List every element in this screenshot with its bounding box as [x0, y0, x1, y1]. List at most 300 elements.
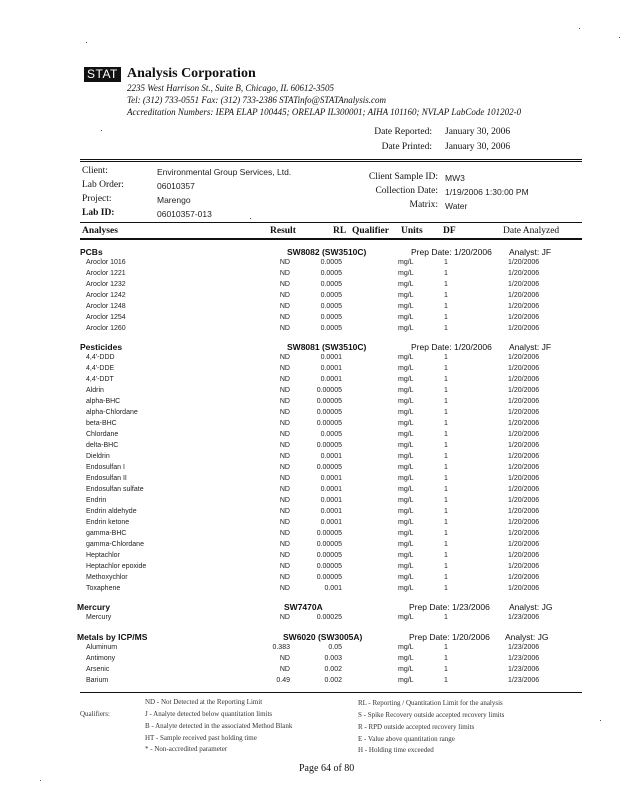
date-analyzed: 1/20/2006 [508, 325, 540, 332]
table-row [0, 453, 642, 464]
table-row [0, 677, 642, 688]
scan-speck [619, 37, 620, 38]
result: ND [279, 431, 290, 438]
section-method: SW8081 (SW3510C) [287, 342, 367, 352]
columns-bottom-rule [80, 238, 582, 240]
df: 1 [444, 519, 448, 526]
df: 1 [444, 398, 448, 405]
rl: 0.00005 [316, 541, 342, 548]
col-qualifier: Qualifier [352, 226, 389, 236]
units: mg/L [398, 614, 414, 621]
client-sample-id-value: MW3 [445, 173, 465, 183]
table-row [0, 464, 642, 475]
units: mg/L [398, 292, 414, 299]
qualifier-left: ND - Not Detected at the Reporting Limit [145, 698, 263, 706]
table-row [0, 644, 642, 655]
result: ND [279, 325, 290, 332]
analyte-name: Aroclor 1248 [86, 303, 126, 310]
date-printed-value: January 30, 2006 [445, 142, 511, 152]
date-analyzed: 1/20/2006 [508, 486, 540, 493]
units: mg/L [398, 259, 414, 266]
collection-date-label: Collection Date: [375, 186, 438, 196]
rl: 0.00005 [316, 563, 342, 570]
analyte-name: Barium [86, 677, 109, 684]
date-analyzed: 1/23/2006 [508, 614, 540, 621]
qualifier-left: B - Analyte detected in the associated Method Blank [145, 722, 293, 730]
units: mg/L [398, 270, 414, 277]
date-analyzed: 1/20/2006 [508, 508, 540, 515]
units: mg/L [398, 398, 414, 405]
date-analyzed: 1/23/2006 [508, 677, 540, 684]
date-analyzed: 1/20/2006 [508, 541, 540, 548]
df: 1 [444, 614, 448, 621]
units: mg/L [398, 431, 414, 438]
client-value: Environmental Group Services, Ltd. [157, 167, 292, 177]
section-title: Pesticides [80, 342, 123, 352]
result: ND [279, 409, 290, 416]
date-analyzed: 1/20/2006 [508, 398, 540, 405]
df: 1 [444, 655, 448, 662]
section-analyst: Analyst: JG [505, 632, 549, 642]
analyte-name: Antimony [86, 655, 116, 662]
col-units: Units [401, 226, 423, 236]
col-df: DF [443, 226, 456, 236]
units: mg/L [398, 354, 414, 361]
analyte-name: 4,4'-DDT [86, 376, 114, 383]
df: 1 [444, 574, 448, 581]
analyte-name: Methoxychlor [86, 574, 128, 581]
df: 1 [444, 431, 448, 438]
result: ND [279, 376, 290, 383]
date-analyzed: 1/23/2006 [508, 655, 540, 662]
rl: 0.0005 [320, 314, 342, 321]
result: ND [279, 541, 290, 548]
stat-logo: STAT [84, 67, 121, 82]
rl: 0.0005 [320, 303, 342, 310]
table-row [0, 563, 642, 574]
date-analyzed: 1/20/2006 [508, 314, 540, 321]
col-result: Result [270, 226, 296, 236]
df: 1 [444, 387, 448, 394]
client-sample-id-label: Client Sample ID: [368, 172, 438, 182]
units: mg/L [398, 314, 414, 321]
df: 1 [444, 508, 448, 515]
company-address: 2235 West Harrison St., Suite B, Chicago, IL 60612-3505 [127, 83, 335, 93]
date-analyzed: 1/20/2006 [508, 519, 540, 526]
result: 0.383 [272, 644, 290, 651]
rl: 0.0001 [320, 486, 342, 493]
table-row [0, 574, 642, 585]
table-row [0, 398, 642, 409]
table-row [0, 270, 642, 281]
result: ND [279, 387, 290, 394]
df: 1 [444, 270, 448, 277]
rl: 0.0001 [320, 376, 342, 383]
date-analyzed: 1/20/2006 [508, 376, 540, 383]
section-prep-date: Prep Date: 1/20/2006 [409, 632, 490, 642]
units: mg/L [398, 552, 414, 559]
scan-speck [579, 28, 580, 29]
df: 1 [444, 677, 448, 684]
result: ND [279, 614, 290, 621]
company-name: Analysis Corporation [127, 66, 256, 81]
rl: 0.0001 [320, 519, 342, 526]
units: mg/L [398, 519, 414, 526]
table-row [0, 303, 642, 314]
result: ND [279, 666, 290, 673]
result: ND [279, 497, 290, 504]
analyte-name: Aroclor 1242 [86, 292, 126, 299]
df: 1 [444, 303, 448, 310]
rl: 0.002 [324, 677, 342, 684]
rl: 0.00005 [316, 387, 342, 394]
analyte-name: Endosulfan I [86, 464, 125, 471]
units: mg/L [398, 453, 414, 460]
date-analyzed: 1/20/2006 [508, 464, 540, 471]
table-row [0, 666, 642, 677]
table-row [0, 387, 642, 398]
accreditation-numbers: Accreditation Numbers: IEPA ELAP 100445; ORELAP IL300001; AIHA 101160; NVLAP LabCode 101202-0 [127, 107, 522, 117]
analyte-name: Endrin aldehyde [86, 508, 137, 515]
analyte-name: gamma-Chlordane [86, 541, 144, 548]
rl: 0.0005 [320, 281, 342, 288]
units: mg/L [398, 365, 414, 372]
date-reported-label: Date Reported: [374, 127, 432, 137]
rl: 0.00005 [316, 464, 342, 471]
table-row [0, 552, 642, 563]
analyte-name: Aroclor 1232 [86, 281, 126, 288]
result: ND [279, 585, 290, 592]
date-analyzed: 1/20/2006 [508, 420, 540, 427]
table-row [0, 541, 642, 552]
col-analyses: Analyses [82, 226, 118, 236]
df: 1 [444, 464, 448, 471]
table-row [0, 376, 642, 387]
section-prep-date: Prep Date: 1/20/2006 [411, 247, 492, 257]
header-divider [80, 159, 582, 160]
lab-id-value: 06010357-013 [157, 209, 212, 219]
df: 1 [444, 541, 448, 548]
analyte-name: Chlordane [86, 431, 119, 438]
rl: 0.0001 [320, 508, 342, 515]
rl: 0.00005 [316, 442, 342, 449]
scan-speck [40, 780, 41, 781]
scan-speck [86, 42, 87, 43]
table-row [0, 259, 642, 270]
result: ND [279, 292, 290, 299]
rl: 0.00005 [316, 420, 342, 427]
columns-top-rule [80, 222, 582, 223]
result: ND [279, 314, 290, 321]
df: 1 [444, 530, 448, 537]
table-row [0, 292, 642, 303]
qualifier-left: * - Non-accredited parameter [145, 745, 228, 753]
result: ND [279, 519, 290, 526]
rl: 0.001 [324, 585, 342, 592]
table-row [0, 655, 642, 666]
units: mg/L [398, 281, 414, 288]
result: ND [279, 508, 290, 515]
date-analyzed: 1/20/2006 [508, 475, 540, 482]
rl: 0.0005 [320, 431, 342, 438]
df: 1 [444, 314, 448, 321]
page-number: Page 64 of 80 [299, 763, 355, 774]
date-analyzed: 1/20/2006 [508, 387, 540, 394]
rl: 0.00005 [316, 530, 342, 537]
df: 1 [444, 259, 448, 266]
scan-speck [250, 218, 251, 219]
units: mg/L [398, 303, 414, 310]
rl: 0.0001 [320, 354, 342, 361]
analyte-name: Aluminum [86, 644, 118, 651]
result: ND [279, 270, 290, 277]
analyte-name: gamma-BHC [86, 530, 127, 537]
df: 1 [444, 442, 448, 449]
result: ND [279, 475, 290, 482]
result: ND [279, 303, 290, 310]
section-prep-date: Prep Date: 1/20/2006 [411, 342, 492, 352]
df: 1 [444, 563, 448, 570]
table-row [0, 325, 642, 336]
section-title: Metals by ICP/MS [77, 632, 148, 642]
collection-date-value: 1/19/2006 1:30:00 PM [445, 187, 529, 197]
rl: 0.0001 [320, 475, 342, 482]
section-method: SW6020 (SW3005A) [283, 632, 363, 642]
analyte-name: Heptachlor [86, 552, 120, 559]
col-date-analyzed: Date Analyzed [503, 226, 560, 236]
qualifiers-label: Qualifiers: [80, 710, 110, 718]
analyte-name: Aroclor 1254 [86, 314, 126, 321]
units: mg/L [398, 574, 414, 581]
lab-order-label: Lab Order: [82, 180, 124, 190]
date-analyzed: 1/23/2006 [508, 644, 540, 651]
units: mg/L [398, 387, 414, 394]
df: 1 [444, 497, 448, 504]
table-row [0, 508, 642, 519]
result: ND [279, 365, 290, 372]
table-row [0, 475, 642, 486]
result: ND [279, 398, 290, 405]
table-row [0, 365, 642, 376]
df: 1 [444, 420, 448, 427]
qualifier-right: R - RPD outside accepted recovery limits [358, 723, 475, 731]
company-contact: Tel: (312) 733-0551 Fax: (312) 733-2386 STATinfo@STATAnalysis.com [127, 95, 387, 105]
qualifier-right: E - Value above quantitation range [358, 735, 455, 743]
analyte-name: alpha-BHC [86, 398, 121, 405]
section-analyst: Analyst: JG [509, 602, 553, 612]
rl: 0.002 [324, 666, 342, 673]
units: mg/L [398, 420, 414, 427]
analyte-name: Dieldrin [86, 453, 110, 460]
analyte-name: delta-BHC [86, 442, 119, 449]
result: ND [279, 281, 290, 288]
qualifier-left: HT - Sample received past holding time [145, 734, 257, 742]
analyte-name: Aroclor 1016 [86, 259, 126, 266]
df: 1 [444, 453, 448, 460]
section-analyst: Analyst: JF [509, 342, 552, 352]
units: mg/L [398, 464, 414, 471]
date-analyzed: 1/20/2006 [508, 431, 540, 438]
units: mg/L [398, 325, 414, 332]
table-row [0, 519, 642, 530]
qualifier-right: S - Spike Recovery outside accepted recovery limits [358, 711, 505, 719]
rl: 0.003 [324, 655, 342, 662]
df: 1 [444, 666, 448, 673]
df: 1 [444, 585, 448, 592]
scan-speck [600, 720, 601, 721]
table-row [0, 614, 642, 625]
analyte-name: beta-BHC [86, 420, 117, 427]
project-value: Marengo [157, 195, 191, 205]
date-analyzed: 1/23/2006 [508, 666, 540, 673]
rl: 0.0001 [320, 365, 342, 372]
df: 1 [444, 376, 448, 383]
table-bottom-rule [80, 692, 582, 693]
section-prep-date: Prep Date: 1/23/2006 [409, 602, 490, 612]
units: mg/L [398, 475, 414, 482]
table-row [0, 431, 642, 442]
units: mg/L [398, 677, 414, 684]
result: ND [279, 552, 290, 559]
units: mg/L [398, 666, 414, 673]
rl: 0.0001 [320, 453, 342, 460]
units: mg/L [398, 563, 414, 570]
units: mg/L [398, 442, 414, 449]
date-analyzed: 1/20/2006 [508, 552, 540, 559]
section-title: Mercury [77, 602, 111, 612]
units: mg/L [398, 644, 414, 651]
date-printed-label: Date Printed: [381, 142, 432, 152]
section-title: PCBs [80, 247, 103, 257]
result: ND [279, 420, 290, 427]
date-reported-value: January 30, 2006 [445, 127, 511, 137]
units: mg/L [398, 585, 414, 592]
units: mg/L [398, 530, 414, 537]
units: mg/L [398, 541, 414, 548]
analyte-name: Endosulfan II [86, 475, 127, 482]
units: mg/L [398, 508, 414, 515]
date-analyzed: 1/20/2006 [508, 563, 540, 570]
rl: 0.00025 [316, 614, 342, 621]
analyte-name: Aroclor 1260 [86, 325, 126, 332]
date-analyzed: 1/20/2006 [508, 585, 540, 592]
date-analyzed: 1/20/2006 [508, 409, 540, 416]
result: ND [279, 442, 290, 449]
df: 1 [444, 292, 448, 299]
rl: 0.00005 [316, 552, 342, 559]
analyte-name: Heptachlor epoxide [86, 563, 147, 570]
table-row [0, 442, 642, 453]
result: ND [279, 655, 290, 662]
scan-speck [101, 130, 102, 131]
df: 1 [444, 354, 448, 361]
table-row [0, 314, 642, 325]
section-method: SW7470A [284, 602, 323, 612]
result: ND [279, 530, 290, 537]
table-row [0, 281, 642, 292]
df: 1 [444, 409, 448, 416]
analyte-name: Arsenic [86, 666, 110, 673]
df: 1 [444, 325, 448, 332]
analyte-name: Endosulfan sulfate [86, 486, 144, 493]
date-analyzed: 1/20/2006 [508, 303, 540, 310]
section-analyst: Analyst: JF [509, 247, 552, 257]
table-row [0, 486, 642, 497]
df: 1 [444, 644, 448, 651]
units: mg/L [398, 376, 414, 383]
table-row [0, 354, 642, 365]
result: ND [279, 486, 290, 493]
date-analyzed: 1/20/2006 [508, 453, 540, 460]
analyte-name: Toxaphene [86, 585, 121, 592]
date-analyzed: 1/20/2006 [508, 270, 540, 277]
rl: 0.0005 [320, 270, 342, 277]
rl: 0.00005 [316, 398, 342, 405]
rl: 0.00005 [316, 574, 342, 581]
rl: 0.05 [328, 644, 342, 651]
qualifier-right: RL - Reporting / Quantitation Limit for the analysis [358, 699, 503, 707]
units: mg/L [398, 497, 414, 504]
units: mg/L [398, 655, 414, 662]
rl: 0.00005 [316, 409, 342, 416]
analyte-name: 4,4'-DDD [86, 354, 115, 361]
table-row [0, 420, 642, 431]
section-method: SW8082 (SW3510C) [287, 247, 367, 257]
date-analyzed: 1/20/2006 [508, 365, 540, 372]
rl: 0.0001 [320, 497, 342, 504]
rl: 0.0005 [320, 325, 342, 332]
result: 0.49 [276, 677, 290, 684]
date-analyzed: 1/20/2006 [508, 442, 540, 449]
df: 1 [444, 365, 448, 372]
result: ND [279, 453, 290, 460]
df: 1 [444, 475, 448, 482]
date-analyzed: 1/20/2006 [508, 530, 540, 537]
df: 1 [444, 486, 448, 493]
analyte-name: 4,4'-DDE [86, 365, 115, 372]
rl: 0.0005 [320, 259, 342, 266]
analyte-name: Endrin [86, 497, 107, 504]
project-label: Project: [82, 194, 112, 204]
result: ND [279, 354, 290, 361]
analyte-name: Mercury [86, 614, 112, 621]
date-analyzed: 1/20/2006 [508, 281, 540, 288]
client-label: Client: [82, 166, 108, 176]
date-analyzed: 1/20/2006 [508, 259, 540, 266]
table-row [0, 585, 642, 596]
analyte-name: Endrin ketone [86, 519, 130, 526]
units: mg/L [398, 409, 414, 416]
result: ND [279, 464, 290, 471]
date-analyzed: 1/20/2006 [508, 354, 540, 361]
qualifier-right: H - Holding time exceeded [358, 746, 434, 754]
date-analyzed: 1/20/2006 [508, 574, 540, 581]
result: ND [279, 574, 290, 581]
date-analyzed: 1/20/2006 [508, 292, 540, 299]
result: ND [279, 563, 290, 570]
rl: 0.0005 [320, 292, 342, 299]
units: mg/L [398, 486, 414, 493]
result: ND [279, 259, 290, 266]
analyte-name: alpha-Chlordane [86, 409, 138, 416]
analyte-name: Aldrin [86, 387, 104, 394]
table-row [0, 497, 642, 508]
header-divider-2 [80, 161, 582, 162]
df: 1 [444, 281, 448, 288]
col-rl: RL [333, 226, 347, 236]
date-analyzed: 1/20/2006 [508, 497, 540, 504]
lab-id-label: Lab ID: [82, 208, 115, 218]
